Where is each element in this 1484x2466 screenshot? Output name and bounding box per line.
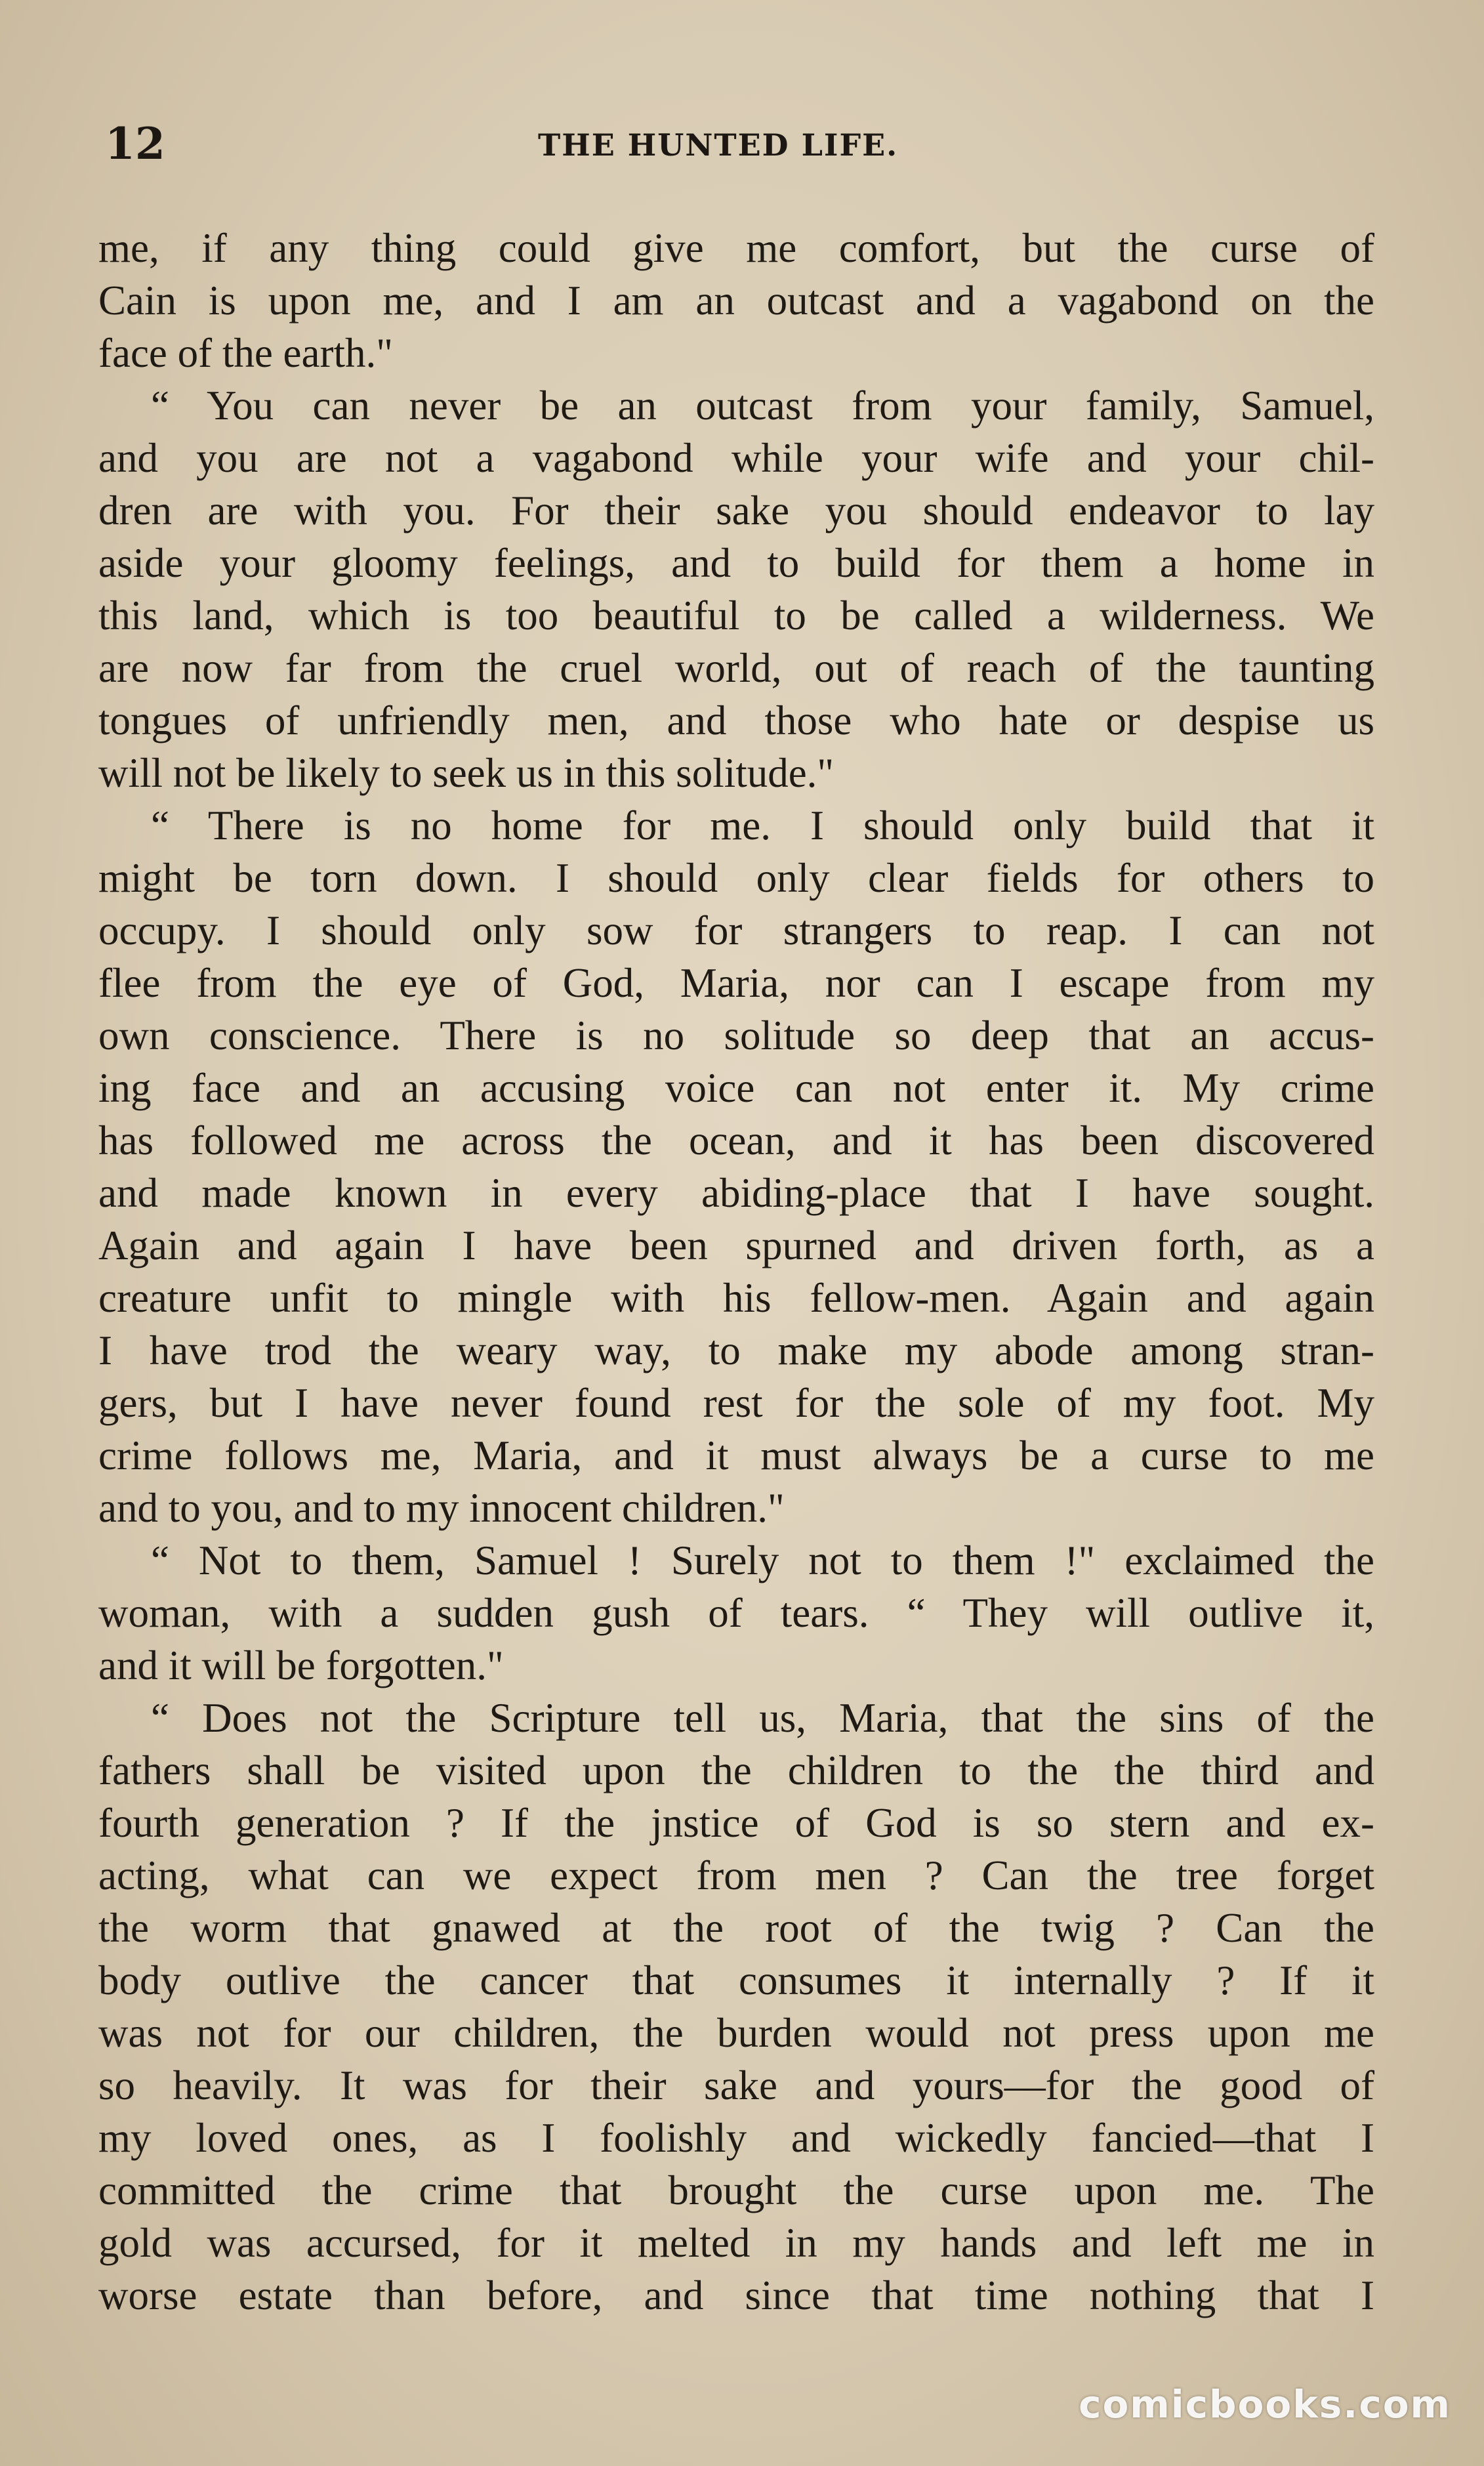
text-line: and you are not a vagabond while your wife and your chil- bbox=[98, 435, 1374, 481]
text-line: woman, with a sudden gush of tears. “ They will outlive it, bbox=[98, 1590, 1374, 1636]
text-line: worse estate than before, and since that time nothing that I bbox=[98, 2272, 1374, 2318]
text-line: crime follows me, Maria, and it must always be a curse to me bbox=[98, 1432, 1374, 1478]
text-line: aside your gloomy feelings, and to build for them a home in bbox=[98, 540, 1374, 586]
body-text bbox=[98, 222, 1374, 2322]
text-line: and to you, and to my innocent children." bbox=[98, 1485, 785, 1531]
text-line: occupy. I should only sow for strangers to reap. I can not bbox=[98, 908, 1374, 953]
text-line: me, if any thing could give me comfort, but the curse of bbox=[98, 225, 1374, 271]
text-line: this land, which is too beautiful to be called a wilderness. We bbox=[98, 593, 1374, 638]
text-line: “ There is no home for me. I should only build that it bbox=[151, 803, 1374, 848]
page-number: 12 bbox=[105, 118, 165, 169]
text-line: “ Does not the Scripture tell us, Maria, that the sins of the bbox=[151, 1695, 1374, 1741]
text-line: dren are with you. For their sake you should endeavor to lay bbox=[98, 488, 1374, 533]
text-line: gold was accursed, for it melted in my hands and left me in bbox=[98, 2220, 1374, 2266]
text-line: gers, but I have never found rest for the sole of my foot. My bbox=[98, 1380, 1374, 1426]
page-header bbox=[105, 118, 1365, 171]
text-line: Cain is upon me, and I am an outcast and a vagabond on the bbox=[98, 278, 1374, 324]
text-line: and it will be forgotten." bbox=[98, 1642, 504, 1688]
running-head: THE HUNTED LIFE. bbox=[538, 127, 899, 163]
text-line: my loved ones, as I foolishly and wickedly fancied—that I bbox=[98, 2115, 1374, 2161]
text-line: body outlive the cancer that consumes it internally ? If it bbox=[98, 1957, 1374, 2003]
text-line: was not for our children, the burden would not press upon me bbox=[98, 2010, 1374, 2056]
text-line: own conscience. There is no solitude so deep that an accus- bbox=[98, 1013, 1374, 1058]
text-line: are now far from the cruel world, out of reach of the taunting bbox=[98, 645, 1374, 691]
text-line: acting, what can we expect from men ? Can the tree forget bbox=[98, 1852, 1374, 1898]
text-line: I have trod the weary way, to make my abode among stran- bbox=[98, 1327, 1374, 1373]
text-line: committed the crime that brought the curse upon me. The bbox=[98, 2167, 1374, 2213]
text-line: will not be likely to seek us in this solitude." bbox=[98, 750, 835, 796]
text-line: tongues of unfriendly men, and those who hate or despise us bbox=[98, 698, 1374, 743]
watermark: comicbooks.com bbox=[1079, 2382, 1451, 2427]
text-line: fathers shall be visited upon the children to the the third and bbox=[98, 1747, 1374, 1793]
text-line: ing face and an accusing voice can not enter it. My crime bbox=[98, 1065, 1374, 1111]
text-line: Again and again I have been spurned and driven forth, as a bbox=[98, 1223, 1374, 1268]
text-line: “ You can never be an outcast from your family, Samuel, bbox=[151, 383, 1374, 428]
text-line: fourth generation ? If the jnstice of God is so stern and ex- bbox=[98, 1800, 1374, 1846]
text-line: might be torn down. I should only clear fields for others to bbox=[98, 855, 1374, 901]
text-line: face of the earth." bbox=[98, 330, 393, 376]
text-line: flee from the eye of God, Maria, nor can I escape from my bbox=[98, 960, 1374, 1006]
text-line: so heavily. It was for their sake and yours—for the good of bbox=[98, 2062, 1374, 2108]
text-line: and made known in every abiding-place that I have sought. bbox=[98, 1170, 1374, 1216]
text-line: the worm that gnawed at the root of the twig ? Can the bbox=[98, 1905, 1374, 1951]
text-line: “ Not to them, Samuel ! Surely not to them !" exclaimed the bbox=[151, 1537, 1374, 1583]
text-line: has followed me across the ocean, and it has been discovered bbox=[98, 1118, 1374, 1163]
text-line: creature unfit to mingle with his fellow-men. Again and again bbox=[98, 1275, 1374, 1321]
